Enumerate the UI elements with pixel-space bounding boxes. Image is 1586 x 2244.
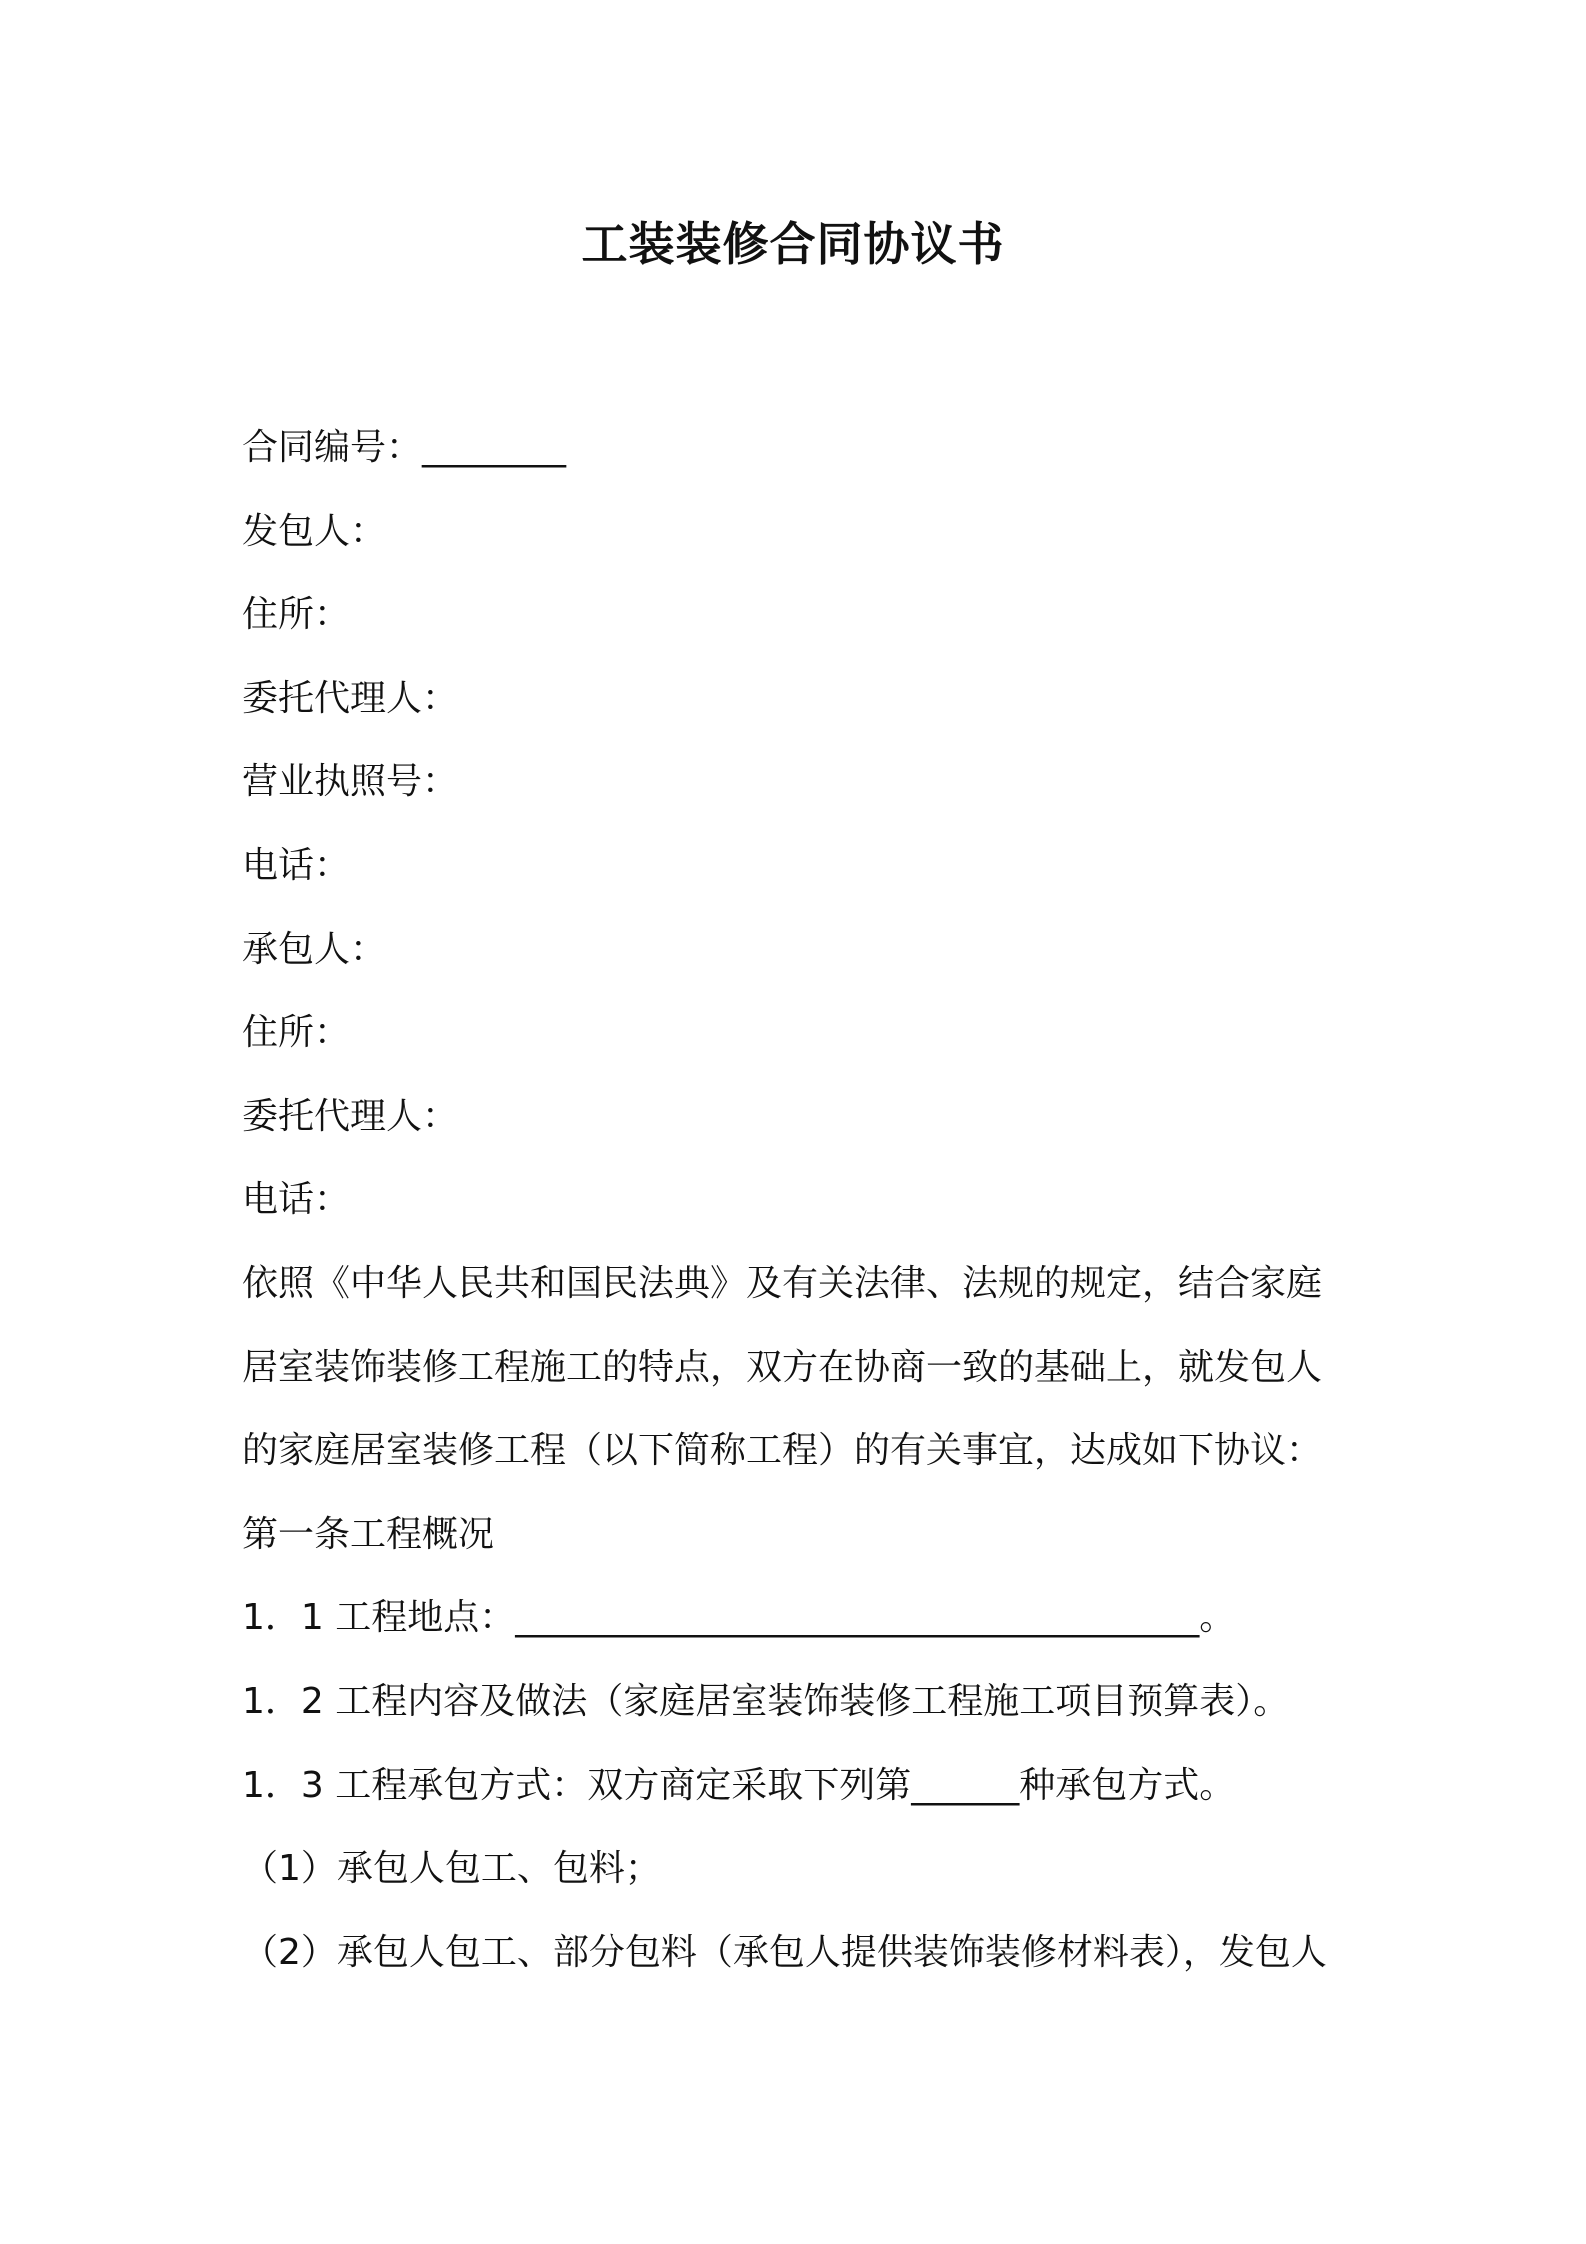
contract-number-line: 合同编号：________ (242, 427, 567, 468)
document-title: 工装装修合同协议书 (581, 217, 1005, 271)
employer-agent-line: 委托代理人： (242, 677, 459, 719)
contractor-agent-line: 委托代理人： (242, 1095, 459, 1137)
option-2: （2）承包人包工、部分包料（承包人提供装饰装修材料表），发包人 (242, 1931, 1327, 1973)
clause-1-2: 1．2 工程内容及做法（家庭居室装饰装修工程施工项目预算表）。 (242, 1680, 1290, 1722)
option-1: （1）承包人包工、包料； (242, 1848, 661, 1890)
employer-address-line: 住所： (242, 594, 351, 636)
preamble-line: 依照《中华人民共和国民法典》及有关法律、法规的规定，结合家庭 (242, 1262, 1323, 1304)
contractor-line: 承包人： (242, 928, 387, 970)
preamble-line: 的家庭居室装修工程（以下简称工程）的有关事宜，达成如下协议： (242, 1430, 1323, 1472)
clause-1-1: 1．1 工程地点：______________________________________。 (242, 1597, 1236, 1639)
clause-1-3: 1．3 工程承包方式：双方商定采取下列第______种承包方式。 (242, 1764, 1236, 1806)
preamble-line: 居室装饰装修工程施工的特点，双方在协商一致的基础上，就发包人 (242, 1346, 1323, 1388)
employer-line: 发包人： (242, 510, 387, 552)
contractor-address-line: 住所： (242, 1012, 351, 1054)
contractor-phone-line: 电话： (242, 1179, 351, 1221)
document-body (242, 406, 1362, 1994)
employer-phone-line: 电话： (242, 844, 351, 886)
business-license-line: 营业执照号： (242, 761, 459, 803)
article-heading: 第一条工程概况 (242, 1513, 495, 1555)
